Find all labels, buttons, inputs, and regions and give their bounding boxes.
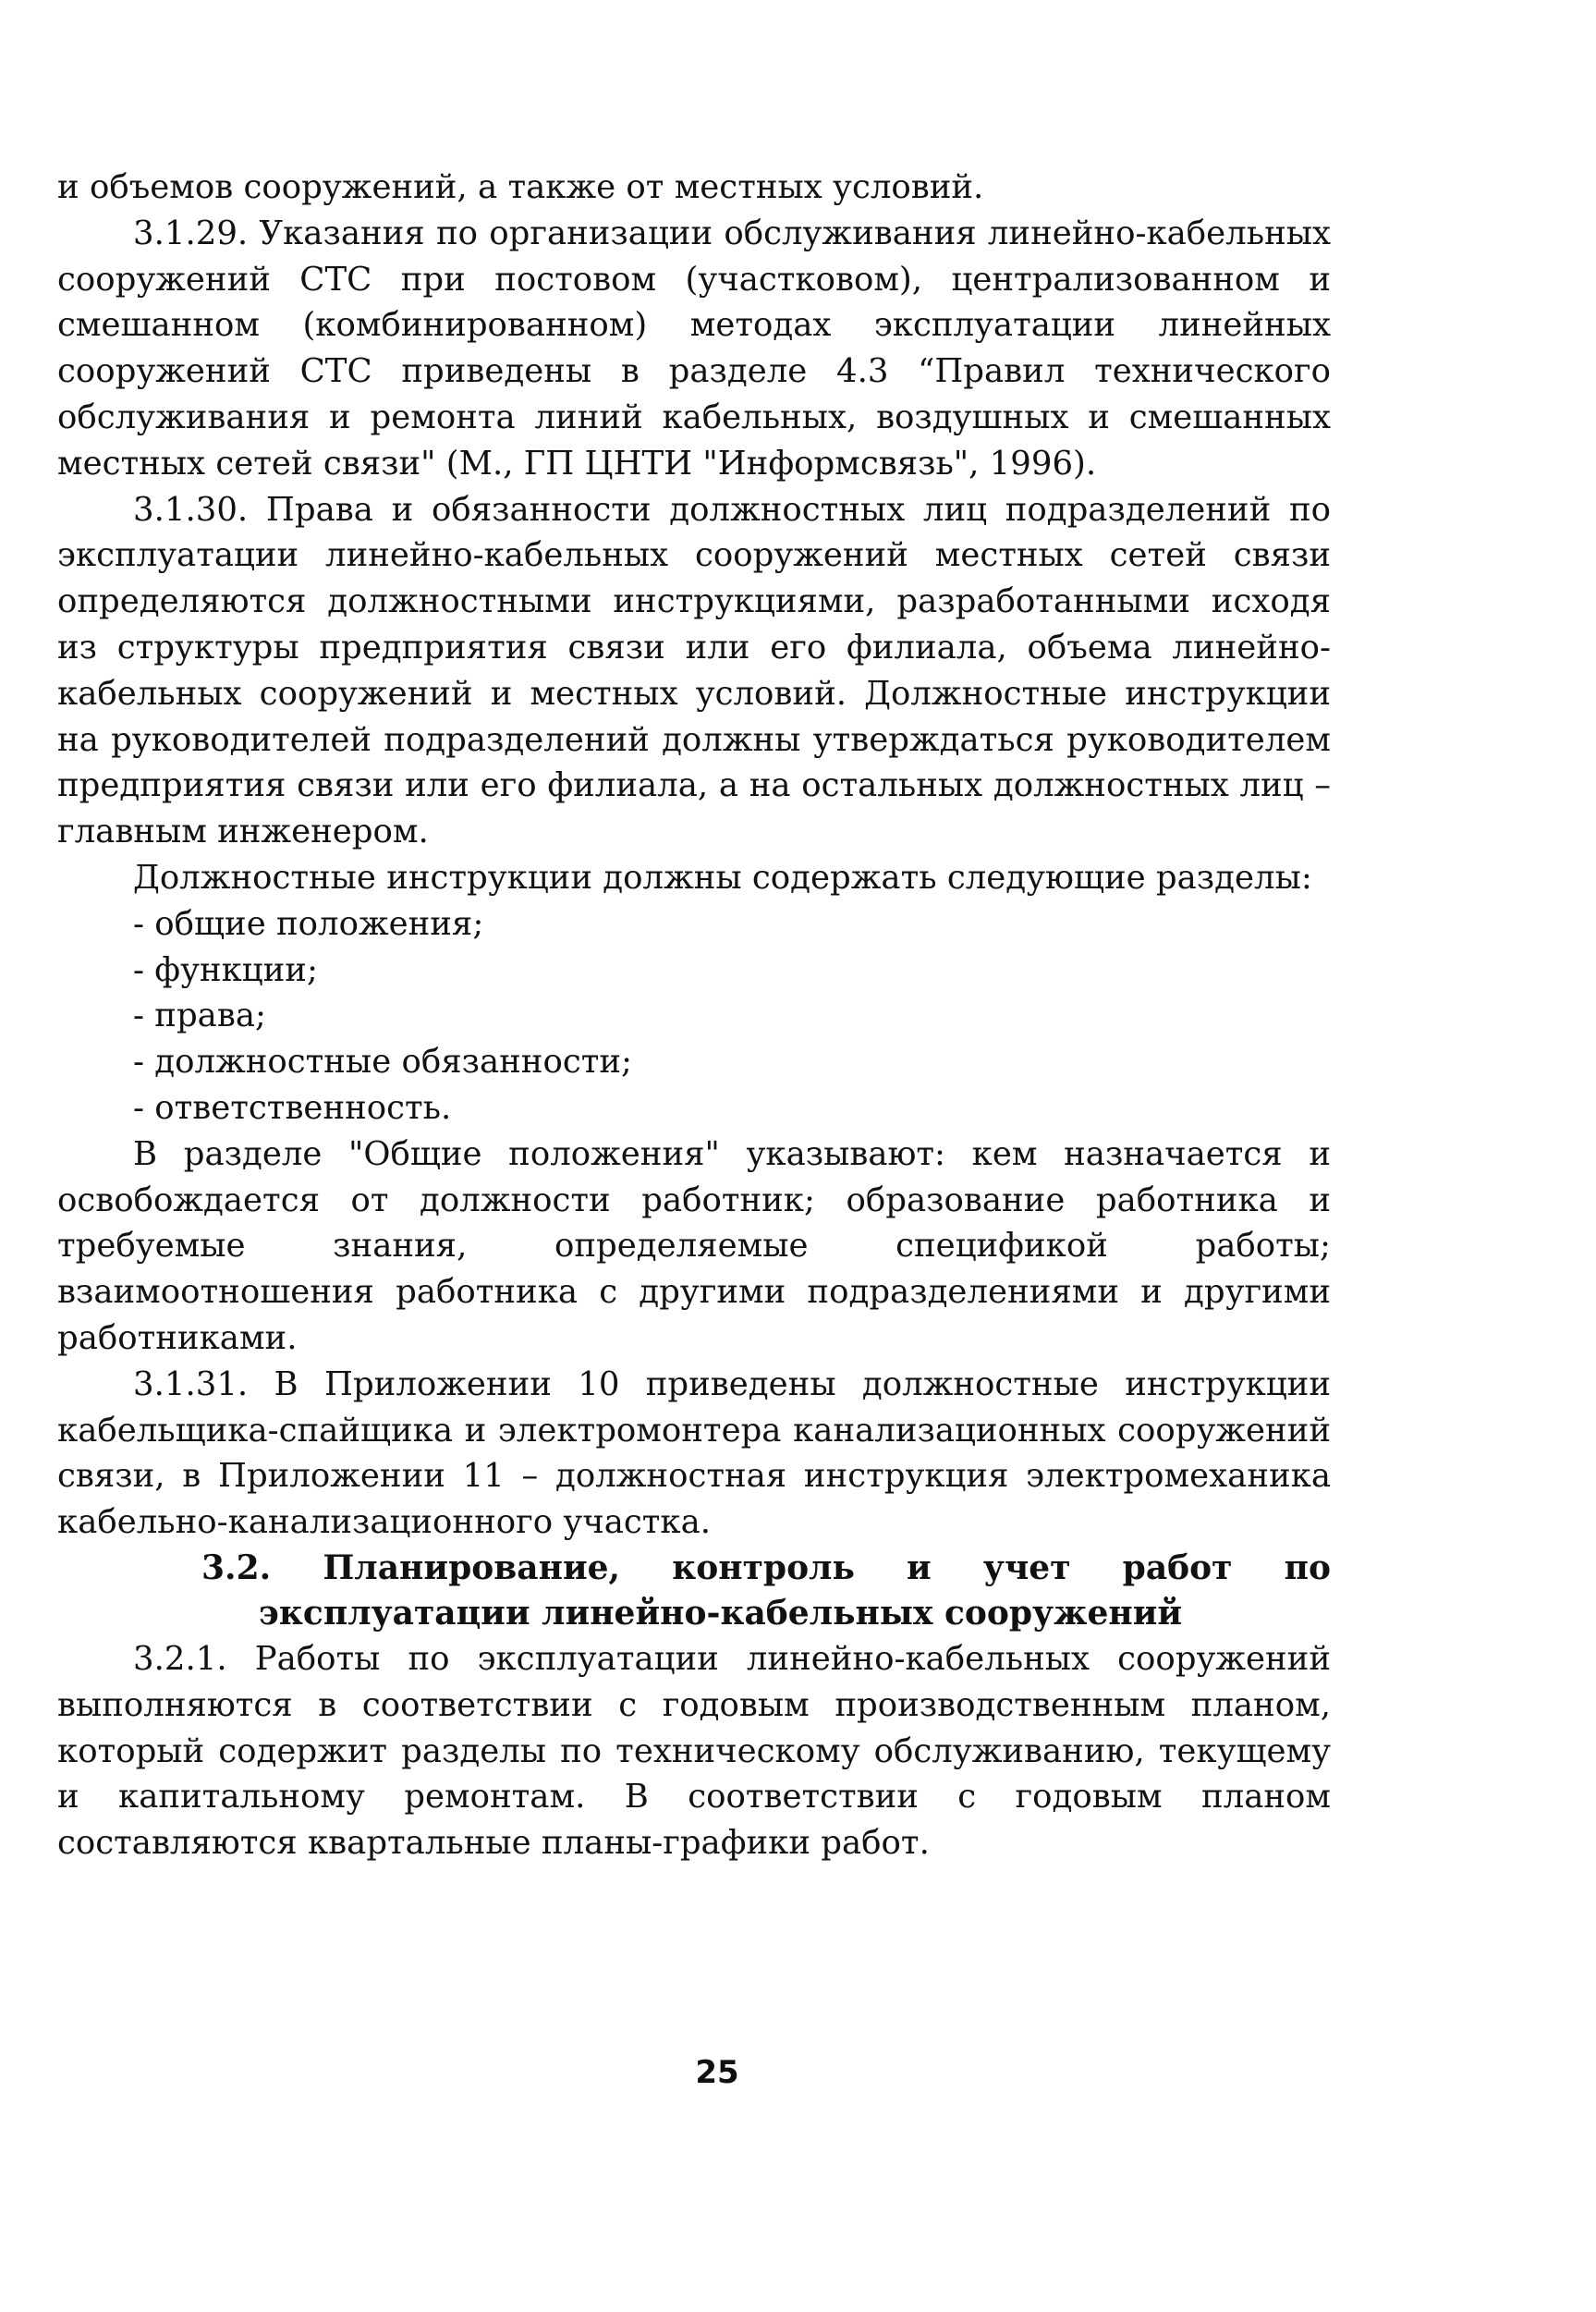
paragraph-continuation: и объемов сооружений, а также от местных условий. xyxy=(57,168,984,206)
paragraph-general-provisions: В разделе "Общие положения" указывают: кем назначается и освобождается от должности работник; образование работника и требуемые знания, определяемые спецификой работы; взаимоотношения работника с другими подразделениями и другими работниками. xyxy=(57,1134,1331,1357)
page-number: 25 xyxy=(695,2054,739,2091)
sections-list xyxy=(57,901,1331,1132)
list-item: - должностные обязанности; xyxy=(133,1043,632,1082)
body-text xyxy=(57,165,1331,1866)
list-item: - ответственность. xyxy=(133,1088,452,1127)
paragraph-sections-intro: Должностные инструкции должны содержать следующие разделы: xyxy=(133,858,1312,897)
paragraph-3-1-30: 3.1.30. Права и обязанности должностных лиц подразделений по эксплуатации линейно-кабельных сооружений местных сетей связи определяются должностными инструкциями, разработанными исходя из структуры предприятия связи или его филиала, объема линейно-кабельных сооружений и местных условий. Должностные инструкции на руководителей подразделений должны утверждаться руководителем предприятия связи или его филиала, а на остальных должностных лиц – главным инженером. xyxy=(57,490,1331,851)
section-heading-3-2: 3.2. Планирование, контроль и учет работ по эксплуатации линейно-кабельных сооружений xyxy=(201,1547,1331,1633)
list-item: - права; xyxy=(133,997,266,1035)
list-item: - общие положения; xyxy=(133,904,484,943)
paragraph-3-2-1: 3.2.1. Работы по эксплуатации линейно-кабельных сооружений выполняются в соответствии с годовым производственным планом, который содержит разделы по техническому обслуживанию, текущему и капитальному ремонтам. В соответствии с годовым планом составляются квартальные планы-графики работ. xyxy=(57,1639,1331,1863)
list-item: - функции; xyxy=(133,950,318,989)
paragraph-3-1-31: 3.1.31. В Приложении 10 приведены должностные инструкции кабельщика-спайщика и электромонтера канализационных сооружений связи, в Приложении 11 – должностная инструкция электромеханика кабельно-канализационного участка. xyxy=(57,1364,1331,1542)
paragraph-3-1-29: 3.1.29. Указания по организации обслуживания линейно-кабельных сооружений СТС при постовом (участковом), централизованном и смешанном (комбинированном) методах эксплуатации линейных сооружений СТС приведены в разделе 4.3 “Правил технического обслуживания и ремонта линий кабельных, воздушных и смешанных местных сетей связи" (М., ГП ЦНТИ "Информсвязь", 1996). xyxy=(57,214,1331,483)
